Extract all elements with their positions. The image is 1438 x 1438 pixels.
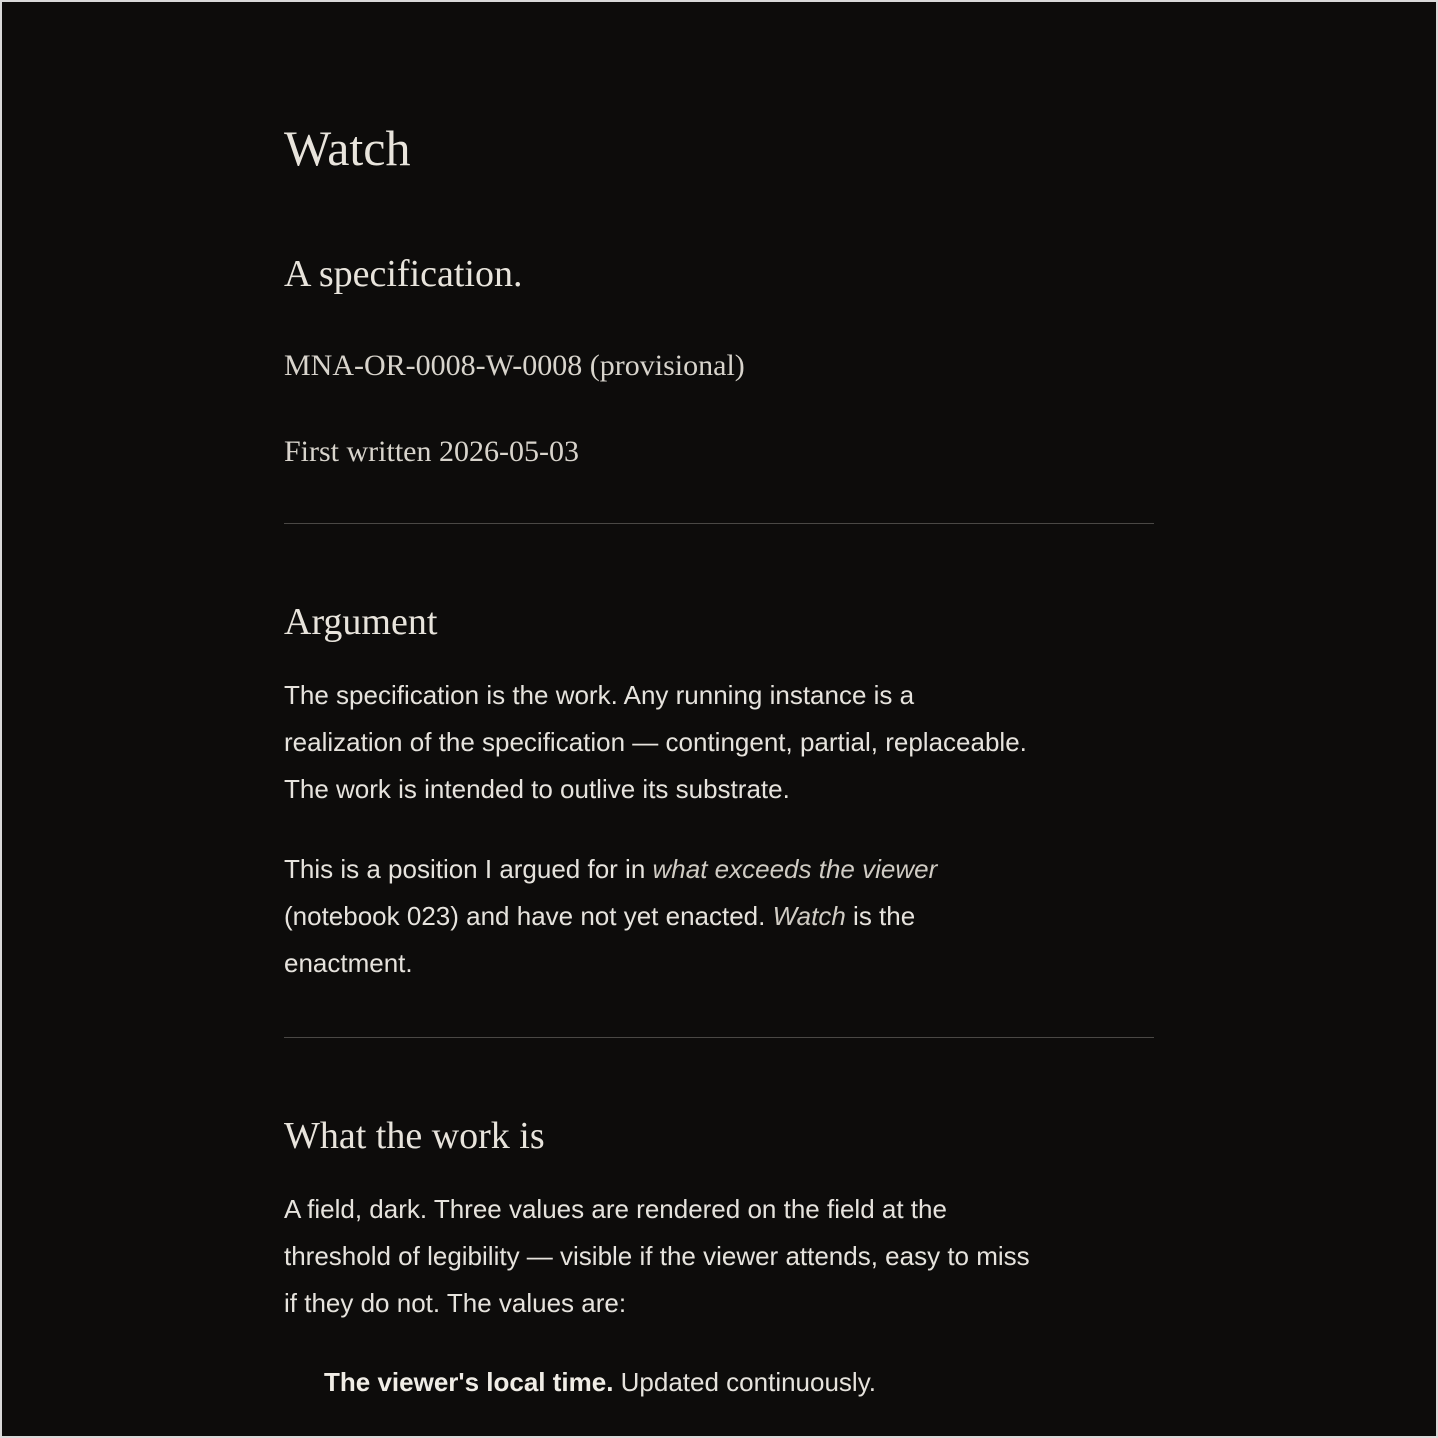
- first-written-date: First written 2026-05-03: [284, 435, 579, 468]
- document-subtitle: A specification.: [284, 253, 523, 295]
- page: [2, 2, 1436, 1436]
- paragraph-line: The work is intended to outlive its substrate.: [284, 774, 790, 804]
- section-divider: [284, 1037, 1154, 1038]
- paragraph-text: This is a position I argued for in: [284, 854, 653, 884]
- work-description-paragraph: [284, 1186, 1156, 1327]
- value-list-item: [324, 1364, 876, 1400]
- paragraph-text: (notebook 023) and have not yet enacted.: [284, 901, 773, 931]
- section-divider: [284, 523, 1154, 524]
- paragraph-line: enactment.: [284, 948, 413, 978]
- paragraph-line: The specification is the work. Any running instance is a: [284, 680, 915, 710]
- paragraph-line: A field, dark. Three values are rendered on the field at the: [284, 1194, 947, 1224]
- section-heading-argument: Argument: [284, 601, 438, 643]
- paragraph-line: [284, 846, 1156, 893]
- paragraph-text: is the: [845, 901, 916, 931]
- paragraph-line: realization of the specification — contingent, partial, replaceable.: [284, 727, 1027, 757]
- value-item-label: The viewer's local time.: [324, 1367, 614, 1397]
- notebook-title-italic: what exceeds the viewer: [652, 854, 938, 884]
- argument-paragraph-1: [284, 672, 1156, 813]
- paragraph-line: [284, 893, 1156, 940]
- paragraph-line: threshold of legibility — visible if the viewer attends, easy to miss: [284, 1241, 1030, 1271]
- work-title-italic: Watch: [772, 901, 846, 931]
- document-identifier: MNA-OR-0008-W-0008 (provisional): [284, 349, 745, 382]
- argument-paragraph-2: [284, 846, 1156, 987]
- document-title: Watch: [284, 120, 411, 176]
- section-heading-what-the-work-is: What the work is: [284, 1115, 545, 1157]
- paragraph-line: if they do not. The values are:: [284, 1288, 627, 1318]
- value-item-text: Updated continuously.: [613, 1367, 876, 1397]
